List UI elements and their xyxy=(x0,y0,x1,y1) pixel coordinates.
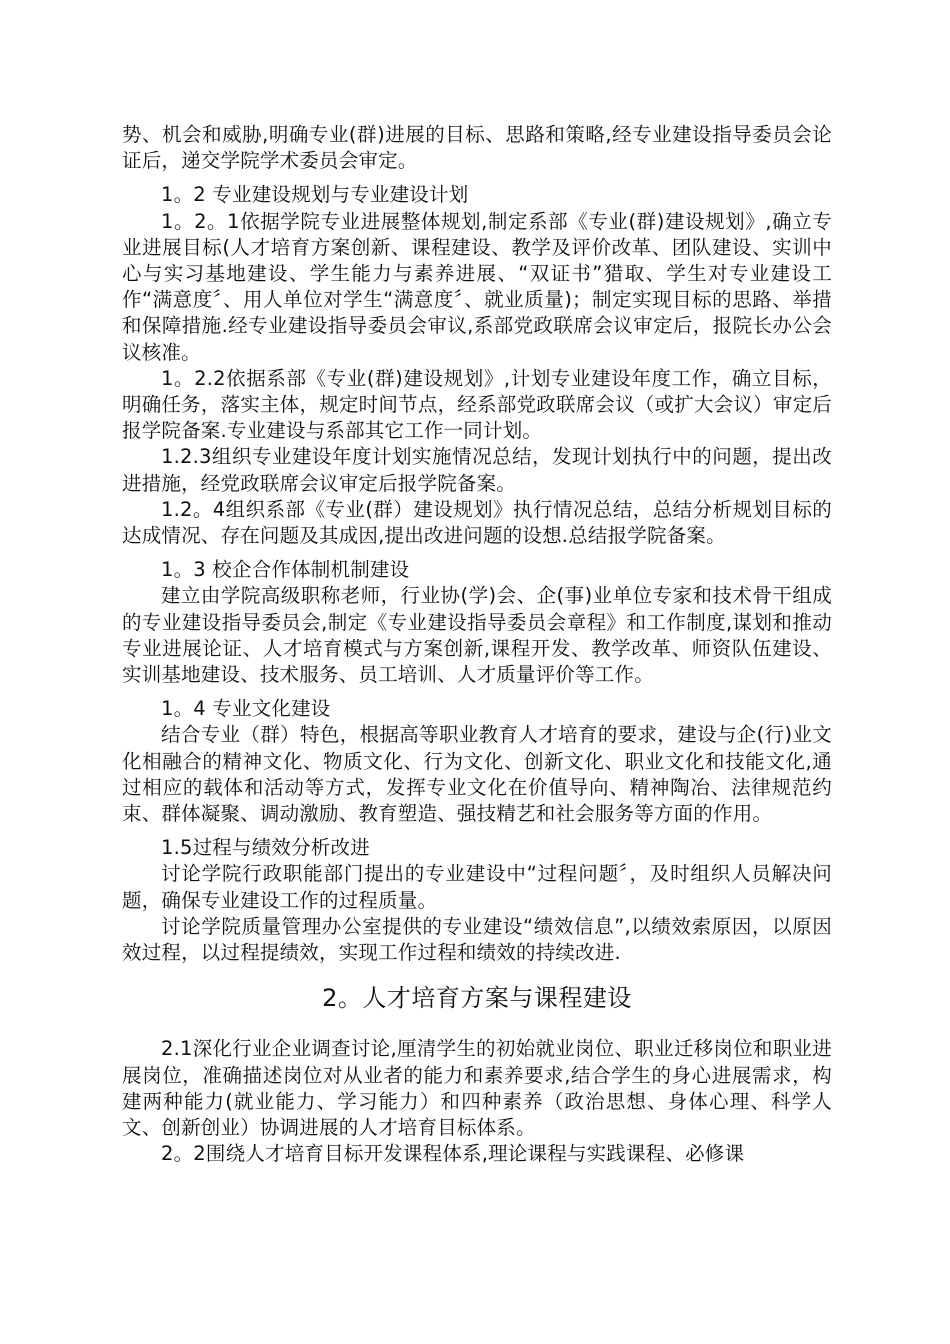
paragraph-1-3: 建立由学院高级职称老师，行业协(学)会、企(事)业单位专家和技术骨干组成的专业建设指导委员会,制定《专业建设指导委员会章程》和工作制度,谋划和推动专业进展论证、人才培育模式与方案创新,课程开发、教学改革、师资队伍建设、实训基地建设、技术服务、员工培训、人才质量评价等工作。 xyxy=(122,584,832,687)
heading-1-2: 1。2 专业建设规划与专业建设计划 xyxy=(161,183,469,207)
document-body xyxy=(122,122,832,1167)
paragraph-1-5-b: 讨论学院质量管理办公室提供的专业建设“绩效信息”,以绩效索原因，以原因效过程，以过程提绩效，实现工作过程和绩效的持续改进. xyxy=(122,914,832,965)
heading-1-4: 1。4 专业文化建设 xyxy=(161,697,331,721)
paragraph-1-2-1: 1。2。1依据学院专业进展整体规划,制定系部《专业(群)建设规划》,确立专业进展目标(人才培育方案创新、课程建设、教学及评价改革、团队建设、实训中心与实习基地建设、学生能力与素养进展、“双证书”猎取、学生对专业建设工作“满意度〞、用人单位对学生“满意度〞、就业质量)；制定实现目标的思路、举措和保障措施.经专业建设指导委员会审议,系部党政联席会议审定后，报院长办公会议核准。 xyxy=(122,209,832,364)
paragraph-1-2-4: 1.2。4组织系部《专业(群）建设规划》执行情况总结，总结分析规划目标的达成情况、存在问题及其成因,提出改进问题的设想.总结报学院备案。 xyxy=(122,497,832,548)
paragraph-continuation: 势、机会和威胁,明确专业(群)进展的目标、思路和策略,经专业建设指导委员会论证后，递交学院学术委员会审定。 xyxy=(122,123,832,173)
paragraph-2-2: 2。2围绕人才培育目标开发课程体系,理论课程与实践课程、必修课 xyxy=(161,1142,745,1166)
section-title-2: 2。人才培育方案与课程建设 xyxy=(322,984,632,1013)
paragraph-1-5-a: 讨论学院行政职能部门提出的专业建设中“过程问题〞，及时组织人员解决问题，确保专业建设工作的过程质量。 xyxy=(122,862,832,912)
paragraph-1-2-3: 1.2.3组织专业建设年度计划实施情况总结，发现计划执行中的问题，提出改进措施，经党政联席会议审定后报学院备案。 xyxy=(122,445,832,495)
heading-1-5: 1.5过程与绩效分析改进 xyxy=(161,836,370,860)
heading-1-3: 1。3 校企合作体制机制建设 xyxy=(161,558,410,582)
paragraph-2-1: 2.1深化行业企业调查讨论,厘清学生的初始就业岗位、职业迁移岗位和职业进展岗位，准确描述岗位对从业者的能力和素养要求,结合学生的身心进展需求，构建两种能力(就业能力、学习能力）和四种素养（政治思想、身体心理、科学人文、创新创业）协调进展的人才培育目标体系。 xyxy=(122,1037,832,1139)
paragraph-1-4: 结合专业（群）特色，根据高等职业教育人才培育的要求，建设与企(行)业文化相融合的精神文化、物质文化、行为文化、创新文化、职业文化和技能文化,通过相应的载体和活动等方式，发挥专业文化在价值导向、精神陶冶、法律规范约束、群体凝聚、调动激励、教育塑造、强技精艺和社会服务等方面的作用。 xyxy=(122,723,832,826)
paragraph-1-2-2: 1。2.2依据系部《专业(群)建设规划》,计划专业建设年度工作，确立目标，明确任务，落实主体，规定时间节点，经系部党政联席会议（或扩大会议）审定后报学院备案.专业建设与系部其它工作一同计划。 xyxy=(122,366,832,443)
